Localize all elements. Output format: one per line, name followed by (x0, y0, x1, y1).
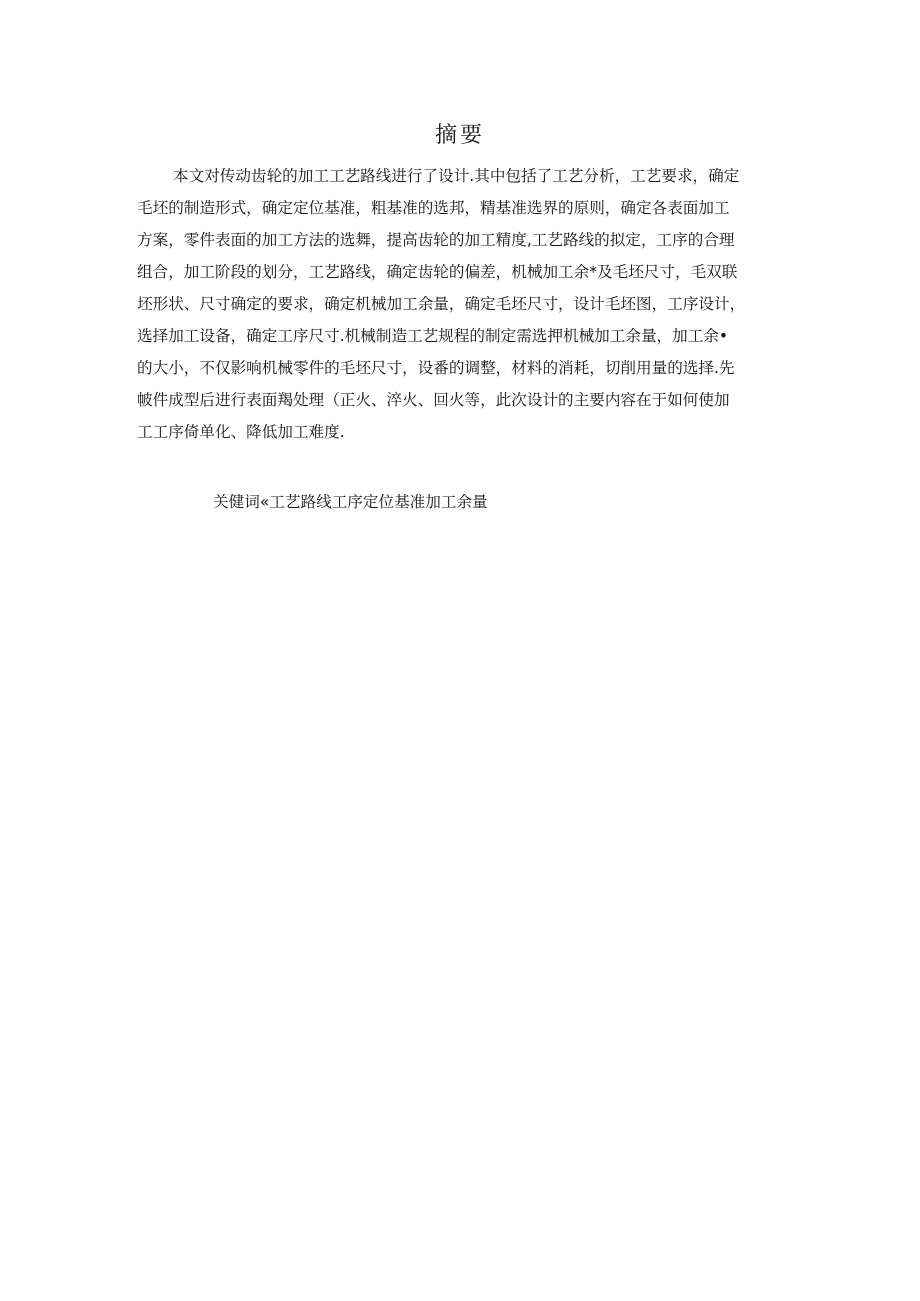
abstract-line: 帔件成型后进行表面羯处理（正火、淬火、回火等，此次设计的主要内容在于如何使加 (137, 391, 730, 409)
abstract-line: 工工序倚单化、降低加工难度. (137, 423, 345, 441)
abstract-line: 坯形状、尺寸确定的要求，确定机械加工余量，确定毛坯尺寸，设计毛坯图，工序设计， (137, 295, 746, 313)
keywords-line: 关健词«工艺路线工序定位基准加工余量 (213, 493, 488, 511)
abstract-body (137, 160, 787, 448)
abstract-line: 方案，零件表面的加工方法的选舞，提高齿轮的加工精度,工艺路线的拟定，工序的合理 (137, 231, 735, 249)
abstract-line: 本文对传动齿轮的加工工艺路线进行了设计.其中包括了工艺分析，工艺要求，确定 (173, 167, 740, 185)
abstract-line: 的大小，不仅影响机械零件的毛坯尺寸，设番的调整，材料的消耗，切削用量的选择.先 (137, 359, 735, 377)
abstract-line: 毛坯的制造形式，确定定位基准，粗基准的选邦，精基准选界的原则，确定各表面加工 (137, 199, 730, 217)
abstract-line: 组合，加工阶段的划分，工艺路线，确定齿轮的偏差，机械加工余*及毛坯尺寸，毛双联 (137, 263, 738, 281)
abstract-title: 摘要 (434, 123, 485, 148)
abstract-line: 选择加工设备，确定工序尺寸.机械制造工艺规程的制定需选押机械加工余量，加工余• (137, 327, 729, 345)
